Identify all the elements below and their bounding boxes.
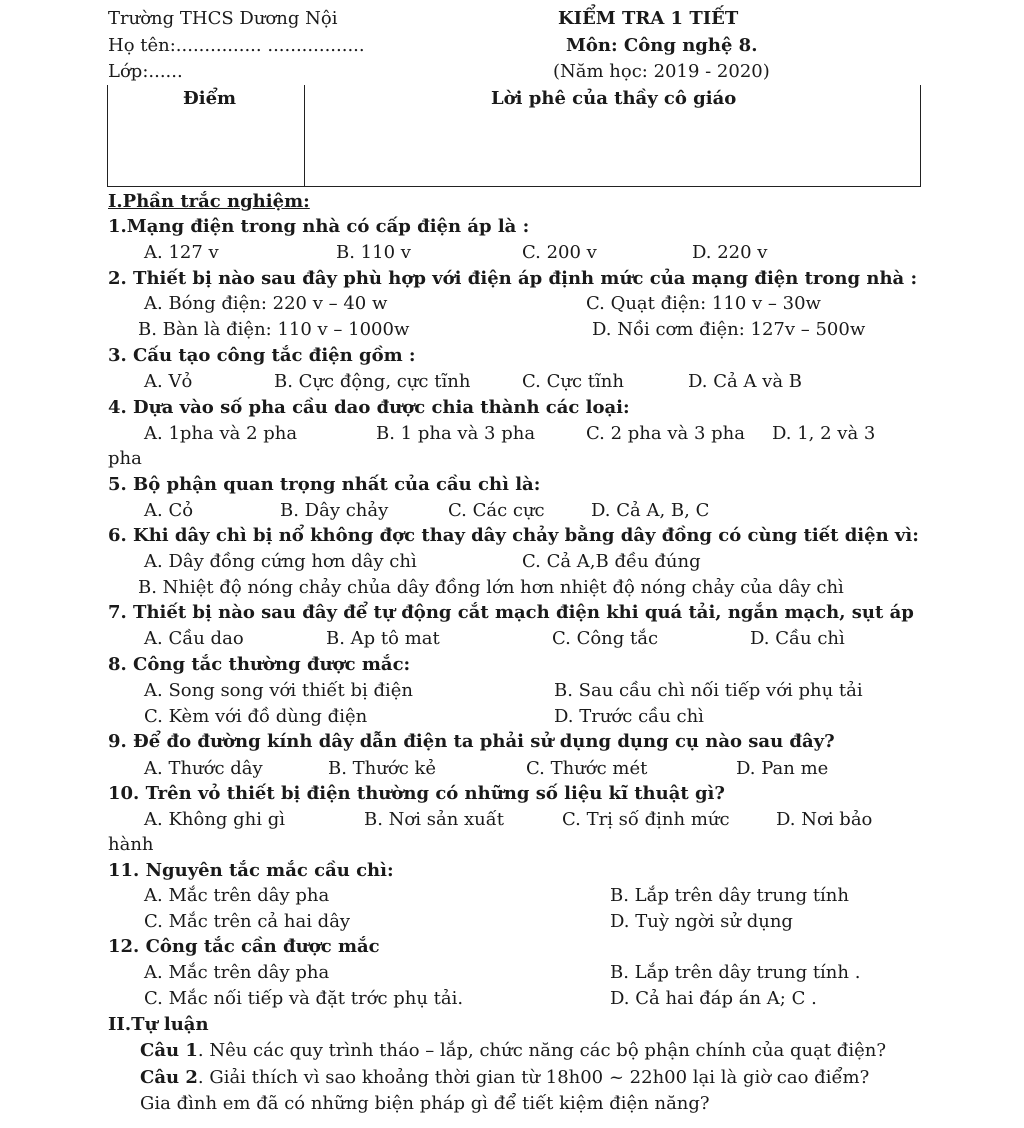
q4-option-d-continued: pha [108, 448, 142, 469]
essay-q2-label: Câu 2 [140, 1067, 198, 1088]
q2-option-a: A. Bóng điện: 220 v – 40 w [144, 293, 388, 314]
q10-option-d-continued: hành [108, 834, 154, 855]
grade-table-divider [304, 85, 305, 186]
q12-option-b: B. Lắp trên dây trung tính . [610, 962, 861, 983]
q5-option-d: D. Cả A, B, C [591, 500, 710, 521]
q6-option-b: B. Nhiệt độ nóng chảy chủa dây đồng lớn hơn nhiệt độ nóng chảy của dây chì [138, 577, 844, 598]
q5-option-b: B. Dây chảy [280, 500, 389, 521]
q9-option-d: D. Pan me [736, 758, 829, 779]
question-11: 11. Nguyên tắc mắc cầu chì: [108, 860, 394, 881]
student-name-field: Họ tên:............... ................. [108, 35, 365, 56]
question-7: 7. Thiết bị nào sau đây để tự động cắt mạch điện khi quá tải, ngắn mạch, sụt áp [108, 602, 914, 623]
school-name: Trường THCS Dương Nội [108, 8, 338, 29]
essay-q1-text: . Nêu các quy trình tháo – lắp, chức năng các bộ phận chính của quạt điện? [197, 1040, 886, 1061]
q10-option-c: C. Trị số định mức [562, 809, 730, 830]
question-10: 10. Trên vỏ thiết bị điện thường có những số liệu kĩ thuật gì? [108, 783, 725, 804]
q2-option-d: D. Nồi cơm điện: 127v – 500w [592, 319, 866, 340]
q7-option-c: C. Công tắc [552, 628, 659, 649]
q7-option-d: D. Cầu chì [750, 628, 845, 649]
q8-option-d: D. Trước cầu chì [554, 706, 704, 727]
essay-question-2 [140, 1067, 869, 1089]
question-4: 4. Dựa vào số pha cầu dao được chia thành các loại: [108, 397, 630, 418]
q1-option-c: C. 200 v [522, 242, 597, 263]
q1-option-b: B. 110 v [336, 242, 411, 263]
q2-option-c: C. Quạt điện: 110 v – 30w [586, 293, 821, 314]
q3-option-c: C. Cực tĩnh [522, 371, 624, 392]
q1-option-d: D. 220 v [692, 242, 768, 263]
q3-option-b: B. Cực động, cực tĩnh [274, 371, 471, 392]
essay-q1-label: Câu 1 [140, 1040, 198, 1061]
exam-title: KIỂM TRA 1 TIẾT [558, 8, 739, 29]
q12-option-c: C. Mắc nối tiếp và đặt trớc phụ tải. [144, 988, 464, 1009]
question-5: 5. Bộ phận quan trọng nhất của cầu chì là: [108, 474, 541, 495]
q8-option-a: A. Song song với thiết bị điện [144, 680, 413, 701]
q10-option-d: D. Nơi bảo [776, 809, 873, 830]
q6-option-a: A. Dây đồng cứng hơn dây chì [144, 551, 417, 572]
question-12: 12. Công tắc cần được mắc [108, 936, 380, 957]
q7-option-b: B. Ap tô mat [326, 628, 440, 649]
question-8: 8. Công tắc thường được mắc: [108, 654, 411, 675]
q11-option-d: D. Tuỳ ngời sử dụng [610, 911, 793, 932]
q4-option-c: C. 2 pha và 3 pha [586, 423, 745, 444]
q3-option-a: A. Vỏ [144, 371, 193, 392]
q5-option-c: C. Các cực [448, 500, 545, 521]
teacher-comment-label: Lời phê của thầy cô giáo [491, 88, 737, 109]
q4-option-d: D. 1, 2 và 3 [772, 423, 876, 444]
q11-option-b: B. Lắp trên dây trung tính [610, 885, 849, 906]
essay-question-1 [140, 1040, 886, 1062]
question-6: 6. Khi dây chì bị nổ không đợc thay dây chảy bằng dây đồng có cùng tiết diện vì: [108, 525, 919, 546]
q11-option-c: C. Mắc trên cả hai dây [144, 911, 351, 932]
student-class-field: Lớp:...... [108, 61, 183, 82]
q4-option-a: A. 1pha và 2 pha [144, 423, 298, 444]
score-label: Điểm [183, 88, 237, 109]
question-9: 9. Để đo đường kính dây dẫn điện ta phải sử dụng dụng cụ nào sau đây? [108, 731, 835, 752]
part1-title: I.Phần trắc nghiệm: [108, 191, 310, 212]
q11-option-a: A. Mắc trên dây pha [144, 885, 330, 906]
q10-option-b: B. Nơi sản xuất [364, 809, 505, 830]
q12-option-a: A. Mắc trên dây pha [144, 962, 330, 983]
question-1: 1.Mạng điện trong nhà có cấp điện áp là : [108, 216, 530, 237]
q1-option-a: A. 127 v [144, 242, 219, 263]
q7-option-a: A. Cầu dao [144, 628, 244, 649]
q9-option-b: B. Thước kẻ [328, 758, 437, 779]
essay-question-2-continued: Gia đình em đã có những biện pháp gì để tiết kiệm điện năng? [140, 1093, 710, 1114]
q9-option-c: C. Thước mét [526, 758, 648, 779]
q2-option-b: B. Bàn là điện: 110 v – 1000w [138, 319, 410, 340]
exam-subject: Môn: Công nghệ 8. [566, 35, 758, 56]
q9-option-a: A. Thước dây [144, 758, 263, 779]
q8-option-c: C. Kèm với đồ dùng điện [144, 706, 368, 727]
q5-option-a: A. Cỏ [144, 500, 194, 521]
q10-option-a: A. Không ghi gì [144, 809, 286, 830]
question-2: 2. Thiết bị nào sau đây phù hợp với điện áp định mức của mạng điện trong nhà : [108, 268, 918, 289]
part2-title: II.Tự luận [108, 1014, 209, 1035]
q8-option-b: B. Sau cầu chì nối tiếp với phụ tải [554, 680, 863, 701]
q6-option-c: C. Cả A,B đều đúng [522, 551, 701, 572]
q3-option-d: D. Cả A và B [688, 371, 803, 392]
q12-option-d: D. Cả hai đáp án A; C . [610, 988, 817, 1009]
essay-q2-text: . Giải thích vì sao khoảng thời gian từ 18h00 ~ 22h00 lại là giờ cao điểm? [197, 1067, 870, 1088]
school-year: (Năm học: 2019 - 2020) [553, 61, 770, 82]
q4-option-b: B. 1 pha và 3 pha [376, 423, 536, 444]
question-3: 3. Cấu tạo công tắc điện gồm : [108, 345, 416, 366]
